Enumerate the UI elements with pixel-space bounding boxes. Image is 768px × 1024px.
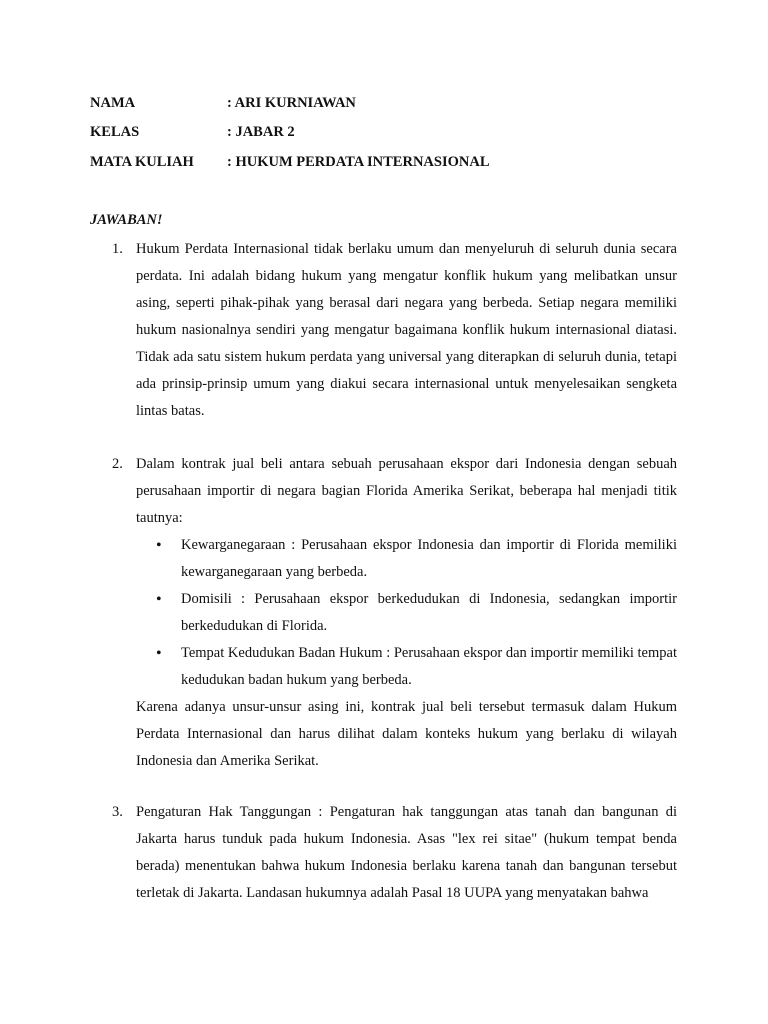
header-value: : JABAR 2	[227, 124, 295, 140]
item-paragraph: Dalam kontrak jual beli antara sebuah perusahaan ekspor dari Indonesia dengan sebuah perusahaan importir di negara bagian Florida Amerika Serikat, beberapa hal menjadi titik tautnya:	[136, 456, 677, 526]
header-label: KELAS	[90, 124, 140, 140]
header-row-kelas	[90, 123, 295, 141]
bullet-icon: •	[156, 537, 162, 554]
header-label: MATA KULIAH	[90, 154, 194, 170]
item-paragraph: Hukum Perdata Internasional tidak berlaku umum dan menyeluruh di seluruh dunia secara perdata. Ini adalah bidang hukum yang mengatur konflik hukum yang melibatkan unsur asing, seperti pihak-pihak yang berasal dari negara yang berbeda. Setiap negara memiliki hukum nasionalnya sendiri yang mengatur bagaimana konflik hukum internasional diatasi. Tidak ada satu sistem hukum perdata yang universal yang diterapkan di seluruh dunia, tetapi ada prinsip-prinsip umum yang diakui secara internasional untuk menyelesaikan sengketa lintas batas.	[136, 241, 677, 419]
bullet-icon: •	[156, 591, 162, 608]
item-paragraph: Pengaturan Hak Tanggungan : Pengaturan hak tanggungan atas tanah dan bangunan di Jakarta harus tunduk pada hukum Indonesia. Asas "lex rei sitae" (hukum tempat benda berada) menentukan bahwa hukum Indonesia berlaku karena tanah dan bangunan tersebut terletak di Jakarta. Landasan hukumnya adalah Pasal 18 UUPA yang menyatakan bahwa	[136, 804, 677, 901]
answers-heading: JAWABAN!	[90, 212, 163, 228]
bullet-text: Domisili : Perusahaan ekspor berkedudukan di Indonesia, sedangkan importir berkedudukan di Florida.	[181, 591, 677, 634]
item-number: 2.	[112, 456, 123, 472]
bullet-item-kewarganegaraan	[156, 532, 677, 586]
header-value: : HUKUM PERDATA INTERNASIONAL	[227, 154, 490, 170]
item-number: 3.	[112, 804, 123, 820]
answer-item-1	[90, 236, 677, 425]
header-row-nama	[90, 94, 356, 112]
bullet-icon: •	[156, 645, 162, 662]
bullet-item-badan-hukum	[156, 640, 677, 694]
bullet-list	[90, 532, 677, 694]
header-row-mata-kuliah	[90, 153, 490, 171]
bullet-item-domisili	[156, 586, 677, 640]
bullet-text: Tempat Kedudukan Badan Hukum : Perusahaan ekspor dan importir memiliki tempat kedudukan badan hukum yang berbeda.	[181, 645, 677, 688]
header-label: NAMA	[90, 95, 136, 111]
item-number: 1.	[112, 241, 123, 257]
header-value: : ARI KURNIAWAN	[227, 95, 356, 111]
item-closing-paragraph: Karena adanya unsur-unsur asing ini, kontrak jual beli tersebut termasuk dalam Hukum Perdata Internasional dan harus dilihat dalam konteks hukum yang berlaku di wilayah Indonesia dan Amerika Serikat.	[136, 699, 677, 769]
answer-item-3	[90, 799, 677, 907]
answer-item-2	[90, 451, 677, 775]
bullet-text: Kewarganegaraan : Perusahaan ekspor Indonesia dan importir di Florida memiliki kewarganegaraan yang berbeda.	[181, 537, 677, 580]
